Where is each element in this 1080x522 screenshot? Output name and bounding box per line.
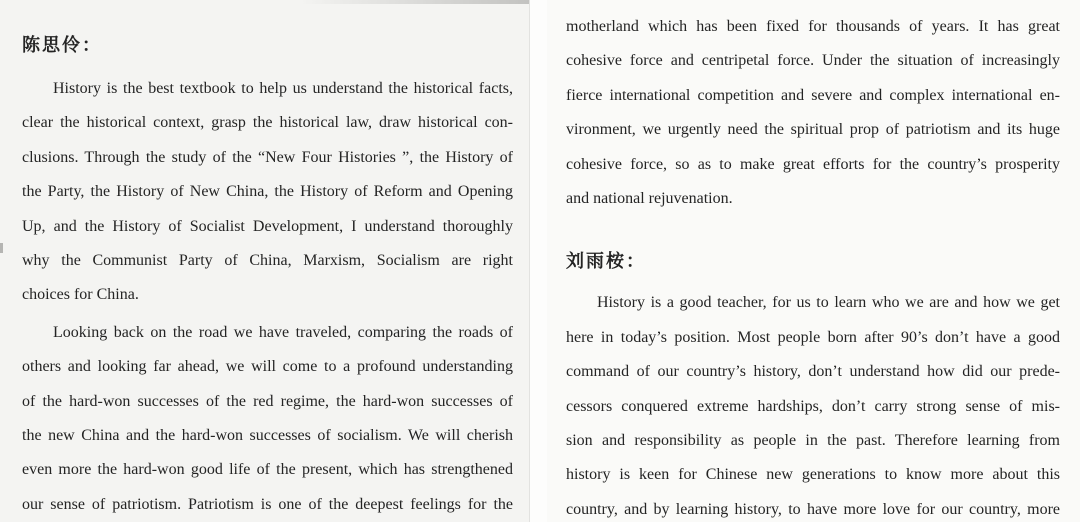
text-line: sion and responsibility as people in the past. Therefore learning from xyxy=(566,431,1060,449)
text-line: cessors conquered extreme hardships, don’t carry strong sense of mis- xyxy=(566,397,1060,415)
text-line: History is the best textbook to help us understand the historical facts, xyxy=(53,80,513,97)
text-line: vironment, we urgently need the spiritual prop of patriotism and its huge xyxy=(566,121,1060,139)
text-line: fierce international competition and severe and complex international en- xyxy=(566,86,1060,104)
column-right xyxy=(566,0,1060,522)
text-line: here in today’s position. Most people born after 90’s don’t have a good xyxy=(566,328,1060,346)
text-line: our sense of patriotism. Patriotism is one of the deepest feelings for the xyxy=(22,495,513,513)
text-line: others and looking far ahead, we will come to a profound understanding xyxy=(22,358,513,376)
text-line: the new China and the hard-won successes of socialism. We will cherish xyxy=(22,426,513,444)
speaker-name: 刘雨桉： xyxy=(566,251,646,272)
text-line: history is keen for Chinese new generations to know more about this xyxy=(566,466,1060,484)
text-line: even more the hard-won good life of the present, which has strengthened xyxy=(22,461,513,479)
text-line: and national rejuvenation. xyxy=(566,189,733,207)
text-line: Up, and the History of Socialist Development, I understand thoroughly xyxy=(22,217,513,235)
scan-artifact-left-edge xyxy=(0,243,3,253)
paragraph xyxy=(566,10,1060,216)
text-line: choices for China. xyxy=(22,286,139,304)
text-line: the Party, the History of New China, the History of Reform and Opening xyxy=(22,183,513,201)
paragraph xyxy=(22,316,513,522)
text-line: why the Communist Party of China, Marxism, Socialism are right xyxy=(22,251,513,269)
page-divider xyxy=(529,0,547,522)
text-line: clear the historical context, grasp the historical law, draw historical con- xyxy=(22,114,513,132)
text-line: country, and by learning history, to have more love for our country, more xyxy=(566,500,1060,518)
text-line: cohesive force and centripetal force. Under the situation of increasingly xyxy=(566,52,1060,70)
speaker-name: 陈思伶： xyxy=(22,35,102,55)
text-line: of the hard-won successes of the red regime, the hard-won successes of xyxy=(22,392,513,410)
paragraph xyxy=(22,72,513,313)
text-line: motherland which has been fixed for thousands of years. It has great xyxy=(566,18,1060,35)
text-line: cohesive force, so as to make great efforts for the country’s prosperity xyxy=(566,155,1060,173)
column-left xyxy=(22,0,513,522)
text-line: command of our country’s history, don’t understand how did our prede- xyxy=(566,363,1060,381)
paragraph xyxy=(566,286,1060,522)
text-line: Looking back on the road we have traveled, comparing the roads of xyxy=(53,323,513,341)
text-line: clusions. Through the study of the “New Four Histories ”, the History of xyxy=(22,148,513,166)
text-line: History is a good teacher, for us to learn who we are and how we get xyxy=(597,294,1060,312)
